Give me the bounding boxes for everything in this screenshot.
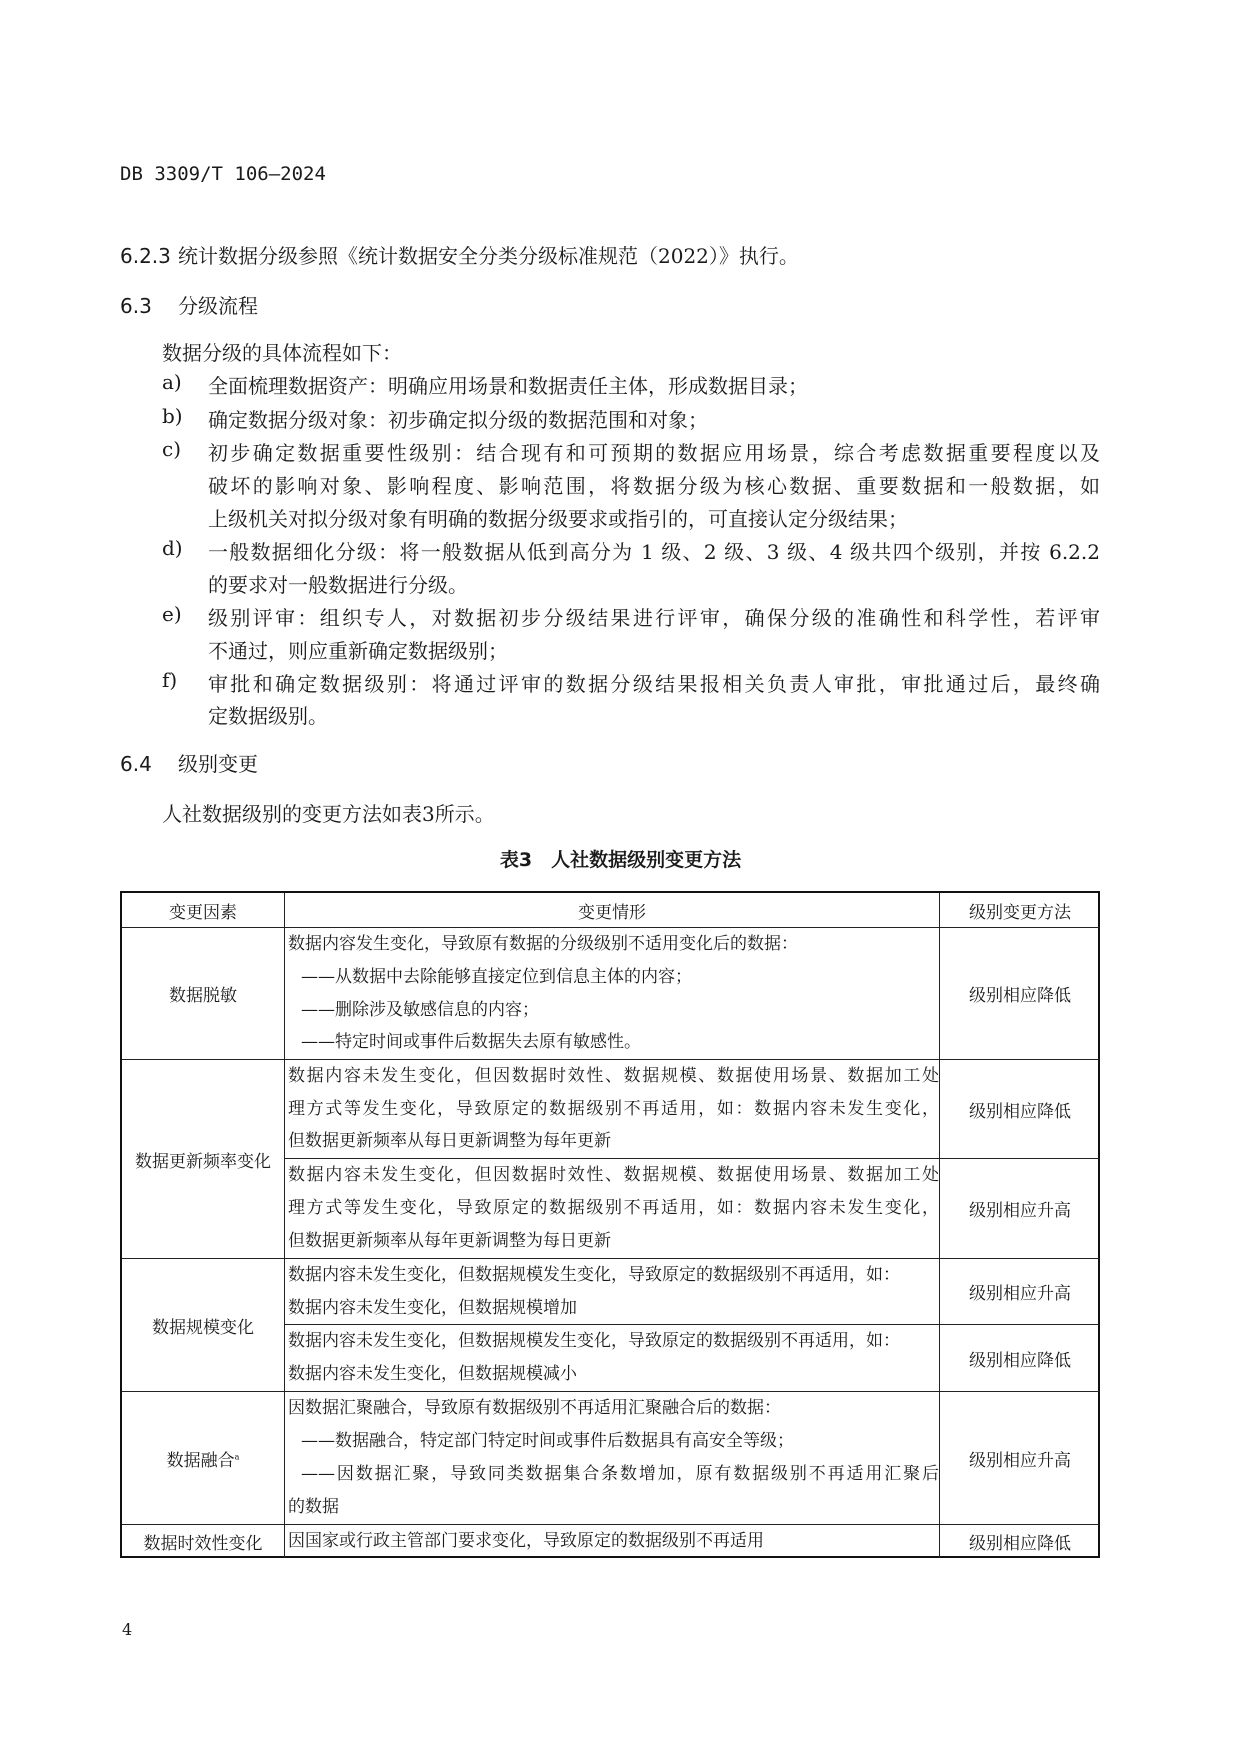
header-situation xyxy=(284,893,939,927)
page-number: 4 xyxy=(122,1620,133,1639)
situation-line: 数据内容未发生变化，但因数据时效性、数据规模、数据使用场景、数据加工处 xyxy=(288,1066,939,1086)
clause-6-2-3 xyxy=(120,240,799,269)
section-6-4-intro: 人社数据级别的变更方法如表3所示。 xyxy=(162,802,495,826)
method-cell xyxy=(939,1158,1100,1258)
header-label: 级别变更方法 xyxy=(969,902,1071,923)
header-method xyxy=(939,893,1100,927)
section-number: 6.4 xyxy=(120,752,152,776)
method-cell xyxy=(939,927,1100,1059)
factor-text: 数据更新频率变化 xyxy=(135,1151,271,1172)
list-item-label: d) xyxy=(162,536,183,560)
factor-cell xyxy=(122,1524,284,1558)
situation-line: ——删除涉及敏感信息的内容； xyxy=(301,999,539,1020)
level-change-table xyxy=(120,891,1100,1558)
document-header: DB 3309/T 106—2024 xyxy=(120,163,326,185)
situation-cell xyxy=(284,1324,939,1391)
header-label: 变更情形 xyxy=(578,902,646,923)
situation-cell xyxy=(284,1059,939,1158)
clause-number: 6.2.3 xyxy=(120,244,171,268)
list-item-text: 不通过，则应重新确定数据级别； xyxy=(208,639,508,663)
situation-line: 数据内容未发生变化，但数据规模发生变化，导致原定的数据级别不再适用，如： xyxy=(288,1331,900,1351)
situation-cell xyxy=(284,1524,939,1558)
situation-line: ——数据融合，特定部门特定时间或事件后数据具有高安全等级； xyxy=(301,1431,794,1451)
situation-line: 理方式等发生变化，导致原定的数据级别不再适用，如：数据内容未发生变化， xyxy=(288,1098,939,1119)
list-item-text: 的要求对一般数据进行分级。 xyxy=(208,573,468,597)
factor-label xyxy=(169,981,237,1006)
situation-cell xyxy=(284,1158,939,1258)
factor-label xyxy=(167,1446,240,1471)
method-cell xyxy=(939,1391,1100,1524)
list-item-text: 破坏的影响对象、影响程度、影响范围，将数据分级为核心数据、重要数据和一般数据，如 xyxy=(208,474,1100,498)
method-label: 级别相应降低 xyxy=(969,986,1071,1006)
list-item-text: 一般数据细化分级：将一般数据从低到高分为 1 级、2 级、3 级、4 级共四个级别，并按 6.2.2 xyxy=(208,540,1100,564)
situation-line: ——从数据中去除能够直接定位到信息主体的内容； xyxy=(301,966,692,987)
list-item-label: c) xyxy=(162,437,182,461)
situation-line: 因数据汇聚融合，导致原有数据级别不再适用汇聚融合后的数据： xyxy=(288,1398,781,1418)
list-item-text: 初步确定数据重要性级别：结合现有和可预期的数据应用场景，综合考虑数据重要程度以及 xyxy=(208,441,1100,465)
factor-text: 数据融合 xyxy=(166,1450,235,1471)
method-cell xyxy=(939,1324,1100,1391)
situation-line: 但数据更新频率从每年更新调整为每日更新 xyxy=(288,1231,611,1251)
list-item-text: 审批和确定数据级别：将通过评审的数据分级结果报相关负责人审批，审批通过后，最终确 xyxy=(208,672,1100,696)
section-6-3-intro: 数据分级的具体流程如下： xyxy=(162,341,402,365)
method-label: 级别相应降低 xyxy=(969,1534,1071,1554)
situation-line: 理方式等发生变化，导致原定的数据级别不再适用，如：数据内容未发生变化， xyxy=(288,1198,939,1218)
footnote-marker: a xyxy=(234,1451,240,1461)
factor-cell xyxy=(122,1059,284,1258)
list-item-text: 全面梳理数据资产：明确应用场景和数据责任主体，形成数据目录； xyxy=(208,374,808,398)
method-label: 级别相应升高 xyxy=(969,1284,1071,1304)
list-item-text: 定数据级别。 xyxy=(208,704,328,728)
factor-text: 数据时效性变化 xyxy=(143,1534,263,1554)
situation-cell xyxy=(284,1391,939,1524)
factor-cell xyxy=(122,1258,284,1391)
factor-text: 数据脱敏 xyxy=(169,986,237,1006)
situation-line: ——因数据汇聚，导致同类数据集合条数增加，原有数据级别不再适用汇聚后 xyxy=(301,1464,939,1484)
method-cell xyxy=(939,1258,1100,1324)
list-item-label: a) xyxy=(162,370,182,394)
list-item-label: e) xyxy=(162,602,182,626)
situation-line: 因国家或行政主管部门要求变化，导致原定的数据级别不再适用 xyxy=(288,1531,764,1551)
situation-line: 的数据 xyxy=(288,1497,339,1517)
factor-cell xyxy=(122,1391,284,1524)
factor-cell xyxy=(122,927,284,1059)
list-item-text: 级别评审：组织专人，对数据初步分级结果进行评审，确保分级的准确性和科学性，若评审 xyxy=(208,606,1100,630)
situation-cell xyxy=(284,927,939,1059)
header-label: 变更因素 xyxy=(169,902,237,923)
situation-cell xyxy=(284,1258,939,1324)
list-item-text: 确定数据分级对象：初步确定拟分级的数据范围和对象； xyxy=(208,408,708,432)
table-caption: 表3 人社数据级别变更方法 xyxy=(499,849,742,871)
situation-line: 数据内容未发生变化，但数据规模增加 xyxy=(288,1297,577,1318)
method-cell xyxy=(939,1059,1100,1158)
method-label: 级别相应降低 xyxy=(969,1350,1071,1371)
list-item-text: 上级机关对拟分级对象有明确的数据分级要求或指引的，可直接认定分级结果； xyxy=(208,507,908,531)
section-title: 分级流程 xyxy=(178,294,258,318)
list-item-label: b) xyxy=(162,404,183,428)
section-number: 6.3 xyxy=(120,294,152,318)
header-factor xyxy=(122,893,284,927)
factor-text: 数据规模变化 xyxy=(152,1317,254,1338)
factor-label xyxy=(144,1529,263,1554)
situation-line: 数据内容未发生变化，但数据规模发生变化，导致原定的数据级别不再适用，如： xyxy=(288,1265,900,1285)
method-cell xyxy=(939,1524,1100,1558)
section-6-3-heading xyxy=(120,290,258,319)
situation-line: ——特定时间或事件后数据失去原有敏感性。 xyxy=(301,1032,641,1053)
list-item-label: f) xyxy=(162,668,178,692)
factor-label xyxy=(135,1147,271,1172)
method-label: 级别相应升高 xyxy=(969,1450,1071,1471)
section-title: 级别变更 xyxy=(178,752,258,776)
section-6-4-heading xyxy=(120,748,258,777)
situation-line: 数据内容未发生变化，但数据规模减小 xyxy=(288,1364,577,1384)
clause-text: 统计数据分级参照《统计数据安全分类分级标准规范（2022）》执行。 xyxy=(178,244,799,268)
method-label: 级别相应升高 xyxy=(969,1201,1071,1221)
situation-line: 数据内容发生变化，导致原有数据的分级级别不适用变化后的数据： xyxy=(288,934,798,954)
factor-label xyxy=(152,1313,254,1338)
situation-line: 但数据更新频率从每日更新调整为每年更新 xyxy=(288,1131,611,1152)
method-label: 级别相应降低 xyxy=(969,1101,1071,1122)
situation-line: 数据内容未发生变化，但因数据时效性、数据规模、数据使用场景、数据加工处 xyxy=(288,1165,939,1185)
